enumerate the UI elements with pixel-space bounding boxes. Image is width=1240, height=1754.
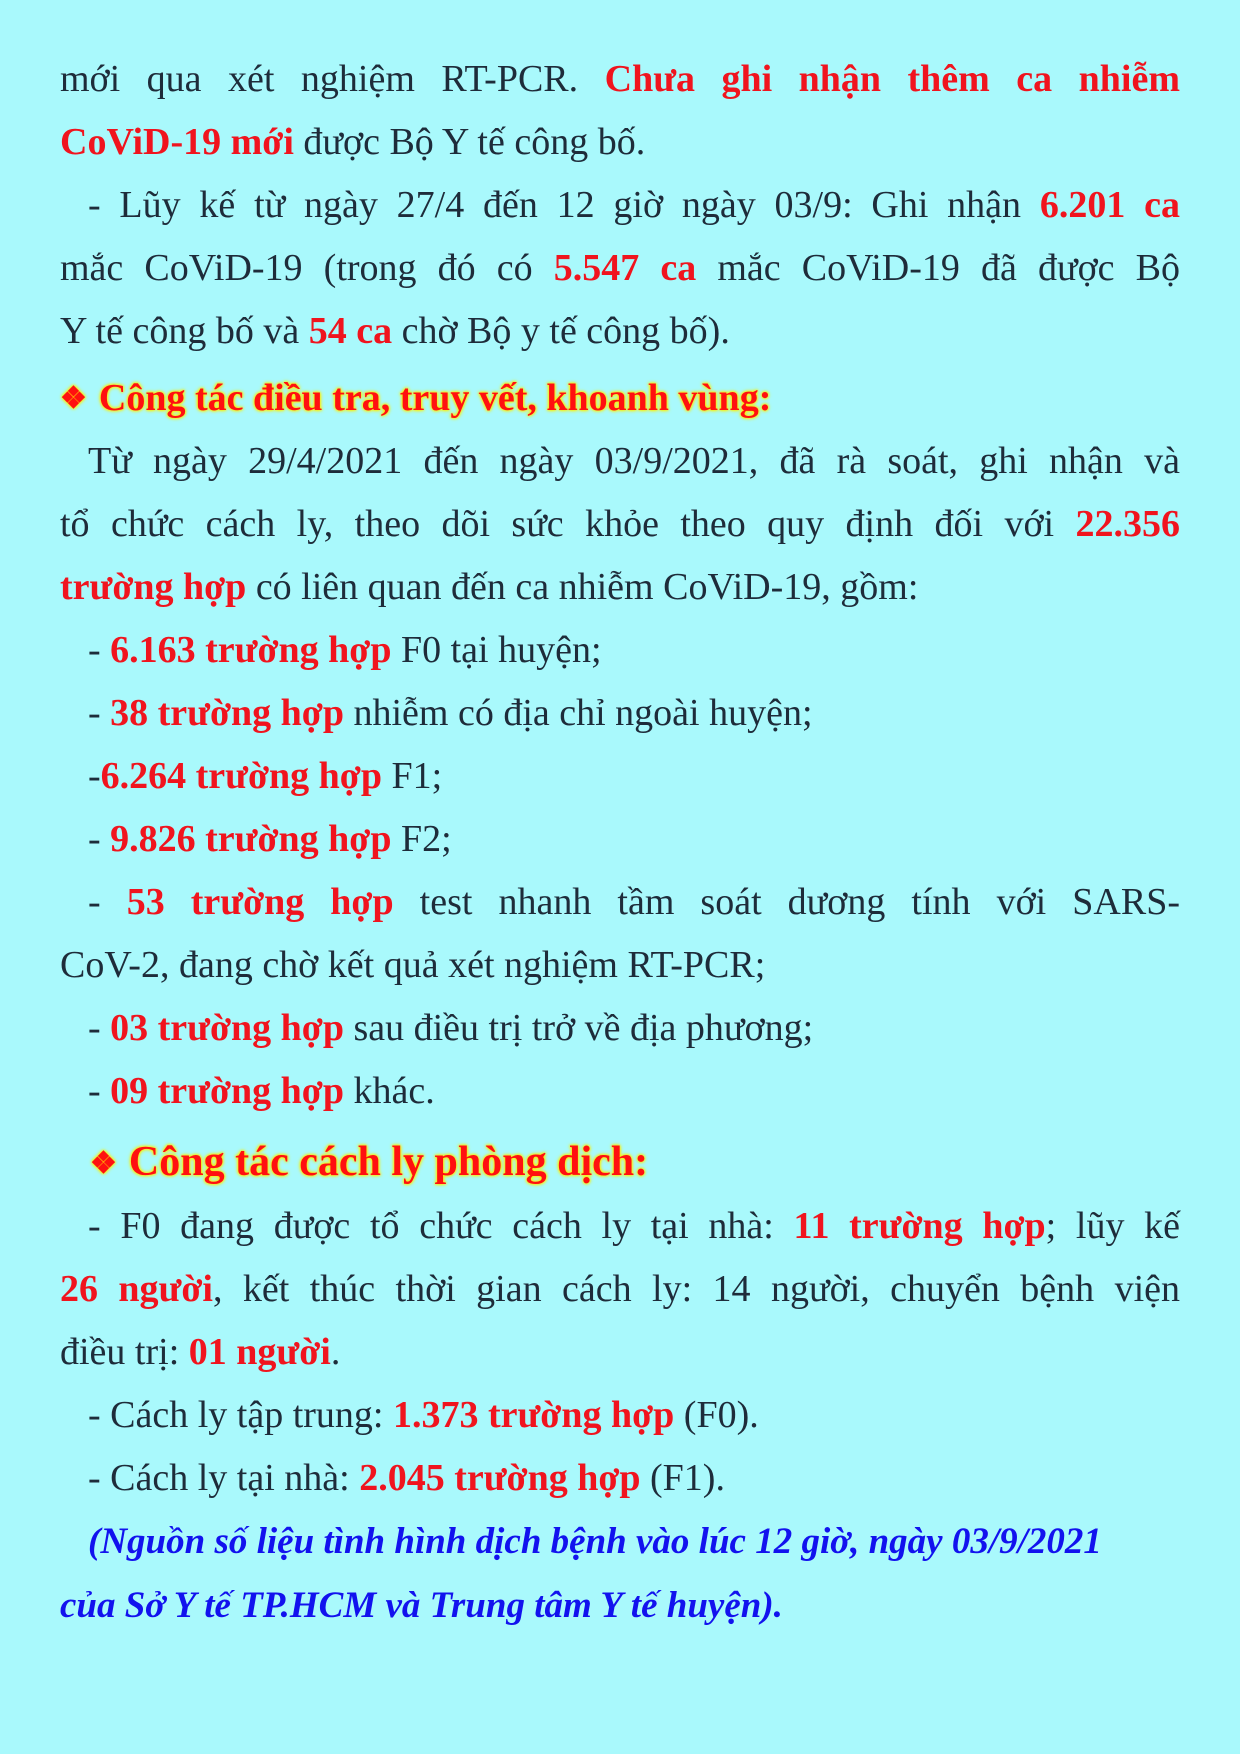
section-heading-text: Công tác cách ly phòng dịch: <box>128 1139 649 1185</box>
section-heading-text: Công tác điều tra, truy vết, khoanh vùng: <box>98 377 772 419</box>
text-run: (F0). <box>674 1394 759 1436</box>
list-item <box>60 871 1180 934</box>
text-line <box>60 430 1180 493</box>
list-item <box>60 745 1180 808</box>
text-run: F0 tại huyện; <box>391 629 602 671</box>
text-run: - <box>88 1070 111 1112</box>
highlight-text: trường hợp <box>60 566 247 608</box>
text-run: khác. <box>343 1070 435 1112</box>
highlight-text: 26 người <box>60 1268 213 1310</box>
source-note: (Nguồn số liệu tình hình dịch bệnh vào lúc 12 giờ, ngày 03/9/2021 <box>88 1521 1102 1562</box>
list-item <box>60 619 1180 682</box>
list-item <box>60 997 1180 1060</box>
text-line <box>60 1195 1180 1258</box>
highlight-text: 6.163 trường hợp <box>110 629 392 671</box>
highlight-text: 09 trường hợp <box>110 1070 344 1112</box>
text-run: được Bộ Y tế công bố. <box>293 121 646 163</box>
text-run: Y tế công bố và <box>60 310 309 352</box>
text-run: test nhanh tầm soát dương tính với SARS- <box>393 881 1180 923</box>
list-item <box>60 808 1180 871</box>
text-line <box>60 493 1180 556</box>
diamond-bullet-icon: ❖ <box>90 1147 117 1180</box>
text-run: - Lũy kế từ ngày 27/4 đến 12 giờ ngày 03/9: Ghi nhận <box>88 184 1040 226</box>
highlight-text: 01 người <box>188 1331 331 1373</box>
text-run: - <box>88 1007 111 1049</box>
text-run: - <box>88 755 101 797</box>
text-run: - <box>88 818 111 860</box>
text-run: CoV-2, đang chờ kết quả xét nghiệm RT-PCR; <box>60 944 766 986</box>
text-run: có liên quan đến ca nhiễm CoViD-19, gồm: <box>246 566 919 608</box>
text-line <box>60 556 1180 619</box>
highlight-text: 38 trường hợp <box>110 692 344 734</box>
text-run: , kết thúc thời gian cách ly: 14 người, chuyển bệnh viện <box>212 1268 1180 1310</box>
text-run: - <box>88 692 111 734</box>
text-line <box>60 1321 1180 1384</box>
highlight-text: 22.356 <box>1075 503 1180 545</box>
list-item <box>60 1060 1180 1123</box>
text-run: (F1). <box>640 1457 725 1499</box>
source-note: của Sở Y tế TP.HCM và Trung tâm Y tế huyện). <box>60 1585 783 1626</box>
text-line <box>60 934 1180 997</box>
highlight-text: 11 trường hợp <box>793 1205 1046 1247</box>
text-run: chờ Bộ y tế công bố). <box>392 310 730 352</box>
text-run: mắc CoViD-19 (trong đó có <box>60 247 554 289</box>
section-heading-quarantine <box>60 1129 1180 1195</box>
highlight-text: 53 trường hợp <box>126 881 394 923</box>
text-run: mới qua xét nghiệm RT-PCR. <box>60 58 605 100</box>
text-run: mắc CoViD-19 đã được Bộ <box>696 247 1181 289</box>
text-line <box>60 1258 1180 1321</box>
text-run: tổ chức cách ly, theo dõi sức khỏe theo quy định đối với <box>60 503 1076 545</box>
text-line <box>60 48 1180 111</box>
text-run: Từ ngày 29/4/2021 đến ngày 03/9/2021, đã rà soát, ghi nhận và <box>88 440 1180 482</box>
list-item <box>60 682 1180 745</box>
text-run: ; lũy kế <box>1045 1205 1180 1247</box>
highlight-text: 6.201 ca <box>1039 184 1180 226</box>
list-item <box>60 1384 1180 1447</box>
section-heading-investigation <box>60 366 1180 430</box>
diamond-bullet-icon: ❖ <box>60 382 87 415</box>
text-run: - Cách ly tập trung: <box>88 1394 393 1436</box>
text-run: - F0 đang được tổ chức cách ly tại nhà: <box>88 1205 794 1247</box>
text-line <box>60 237 1180 300</box>
list-item <box>60 1447 1180 1510</box>
text-line <box>60 300 1180 363</box>
highlight-text: 9.826 trường hợp <box>110 818 392 860</box>
highlight-text: 6.264 trường hợp <box>100 755 382 797</box>
text-line <box>60 111 1180 174</box>
highlight-text: 2.045 trường hợp <box>359 1457 641 1499</box>
text-run: điều trị: <box>60 1331 189 1373</box>
highlight-text: 03 trường hợp <box>110 1007 344 1049</box>
text-run: F2; <box>391 818 452 860</box>
text-run: sau điều trị trở về địa phương; <box>343 1007 814 1049</box>
highlight-text: Chưa ghi nhận thêm ca nhiễm <box>604 58 1180 100</box>
text-run: - <box>88 881 127 923</box>
text-run: - <box>88 629 111 671</box>
text-run: F1; <box>381 755 443 797</box>
highlight-text: 54 ca <box>308 310 393 352</box>
highlight-text: 5.547 ca <box>553 247 697 289</box>
highlight-text: 1.373 trường hợp <box>392 1394 675 1436</box>
text-run: - Cách ly tại nhà: <box>88 1457 360 1499</box>
text-run: nhiễm có địa chỉ ngoài huyện; <box>343 692 813 734</box>
text-run: . <box>330 1331 341 1373</box>
text-line <box>60 174 1180 237</box>
highlight-text: CoViD-19 mới <box>60 121 294 163</box>
